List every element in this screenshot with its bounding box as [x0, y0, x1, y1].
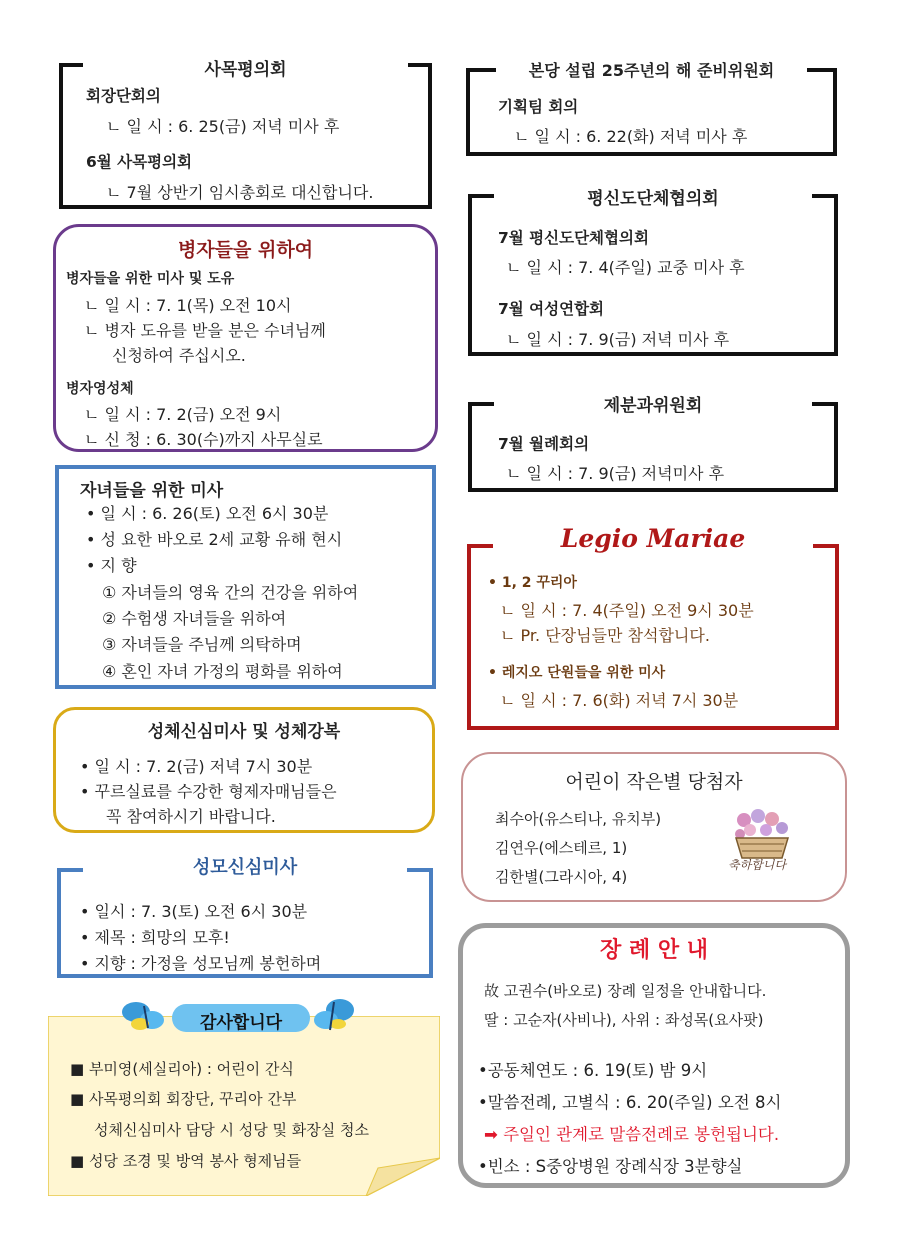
funeral-line5: ➡ 주일인 관계로 말씀전례로 봉헌됩니다. [484, 1125, 780, 1144]
laity-sub1: 7월 평신도단체협의회 [498, 229, 649, 247]
laity-sub2: 7월 여성연합회 [498, 300, 605, 318]
funeral-title: 장 례 안 내 [600, 938, 708, 963]
winners-title: 어린이 작은별 당첨자 [565, 771, 743, 793]
thanks-line4: ■ 성당 조경 및 방역 봉사 형제님들 [70, 1152, 302, 1170]
butterfly-right-icon [310, 996, 360, 1034]
samok-title: 사목평의회 [204, 60, 287, 80]
funeral-line1: 故 고권수(바오로) 장례 일정을 안내합니다. [484, 982, 767, 1000]
legio-title: Legio Mariae [560, 524, 746, 553]
jebun-sub1: 7월 월례회의 [498, 435, 590, 453]
sick-title: 병자들을 위하여 [177, 239, 314, 261]
samok-line1: ㄴ 일 시 : 6. 25(금) 저녁 미사 후 [106, 117, 340, 136]
sick-line4: ㄴ 일 시 : 7. 2(금) 오전 9시 [84, 405, 282, 424]
winners-w1: 최수아(유스티나, 유치부) [495, 810, 662, 828]
funeral-line6: •빈소 : S중앙병원 장례식장 3분향실 [478, 1157, 743, 1176]
legio-sub1: • 1, 2 꾸리아 [488, 575, 577, 591]
sick-line3: 신청하여 주십시오. [112, 346, 246, 365]
anniv-sub1: 기획팀 회의 [498, 98, 579, 116]
thanks-title: 감사합니다 [199, 1013, 283, 1033]
sick-line5: ㄴ 신 청 : 6. 30(수)까지 사무실로 [84, 430, 323, 449]
winners-w3: 김한별(그라시아, 4) [495, 868, 628, 886]
samok-sub2: 6월 사목평의회 [86, 153, 193, 171]
thanks-line3: 성체신심미사 담당 시 성당 및 화장실 청소 [94, 1121, 369, 1139]
thanks-line2: ■ 사목평의회 회장단, 꾸리아 간부 [70, 1090, 297, 1108]
sacred-heart-line2: • 꾸르실료를 수강한 형제자매님들은 [80, 782, 337, 801]
mary-line2: • 제목 : 희망의 모후! [80, 928, 230, 947]
anniv-line1: ㄴ 일 시 : 6. 22(화) 저녁 미사 후 [514, 127, 748, 146]
children-item1: ① 자녀들의 영육 간의 건강을 위하여 [102, 583, 359, 602]
funeral-line4: •말씀전례, 고별식 : 6. 20(주일) 오전 8시 [478, 1093, 782, 1112]
jebun-title: 제분과위원회 [603, 396, 703, 416]
children-line3: • 지 향 [86, 556, 137, 575]
sick-line1: ㄴ 일 시 : 7. 1(목) 오전 10시 [84, 296, 292, 315]
winners-badge: 축하합니다 [728, 858, 786, 872]
sick-line2: ㄴ 병자 도유를 받을 분은 수녀님께 [84, 321, 326, 340]
samok-line2: ㄴ 7월 상반기 임시총회로 대신합니다. [106, 183, 374, 202]
anniv-title: 본당 설립 25주년의 해 준비위원회 [528, 61, 775, 80]
sacred-heart-line1: • 일 시 : 7. 2(금) 저녁 7시 30분 [80, 757, 313, 776]
sacred-heart-title: 성체신심미사 및 성체강복 [147, 722, 341, 742]
legio-line1: ㄴ 일 시 : 7. 4(주일) 오전 9시 30분 [500, 601, 754, 620]
funeral-line2: 딸 : 고순자(사비나), 사위 : 좌성목(요사팟) [484, 1011, 764, 1029]
funeral-line3: •공동체연도 : 6. 19(토) 밤 9시 [478, 1061, 708, 1080]
laity-line2: ㄴ 일 시 : 7. 9(금) 저녁 미사 후 [506, 330, 730, 349]
sick-sub1: 병자들을 위한 미사 및 도유 [66, 271, 235, 287]
butterfly-left-icon [118, 998, 170, 1034]
legio-sub2: • 레지오 단원들을 위한 미사 [488, 665, 666, 681]
children-item3: ③ 자녀들을 주님께 의탁하며 [102, 635, 302, 654]
laity-line1: ㄴ 일 시 : 7. 4(주일) 교중 미사 후 [506, 258, 745, 277]
children-item4: ④ 혼인 자녀 가정의 평화를 위하여 [102, 662, 343, 681]
sick-sub2: 병자영성체 [66, 381, 134, 397]
mary-line1: • 일시 : 7. 3(토) 오전 6시 30분 [80, 902, 308, 921]
mary-line3: • 지향 : 가정을 성모님께 봉헌하며 [80, 954, 322, 973]
sacred-heart-line3: 꼭 참여하시기 바랍니다. [106, 807, 276, 826]
laity-title: 평신도단체협의회 [587, 189, 719, 209]
children-item2: ② 수험생 자녀들을 위하여 [102, 609, 287, 628]
children-title: 자녀들을 위한 미사 [80, 481, 224, 501]
samok-sub1: 회장단회의 [86, 87, 161, 105]
thanks-line1: ■ 부미영(세실리아) : 어린이 간식 [70, 1060, 294, 1078]
legio-line3: ㄴ 일 시 : 7. 6(화) 저녁 7시 30분 [500, 691, 739, 710]
legio-line2: ㄴ Pr. 단장님들만 참석합니다. [500, 626, 710, 645]
children-line1: • 일 시 : 6. 26(토) 오전 6시 30분 [86, 504, 329, 523]
mary-title: 성모신심미사 [192, 857, 298, 878]
jebun-line1: ㄴ 일 시 : 7. 9(금) 저녁미사 후 [506, 464, 725, 483]
winners-w2: 김연우(에스테르, 1) [495, 839, 628, 857]
children-line2: • 성 요한 바오로 2세 교황 유해 현시 [86, 530, 343, 549]
